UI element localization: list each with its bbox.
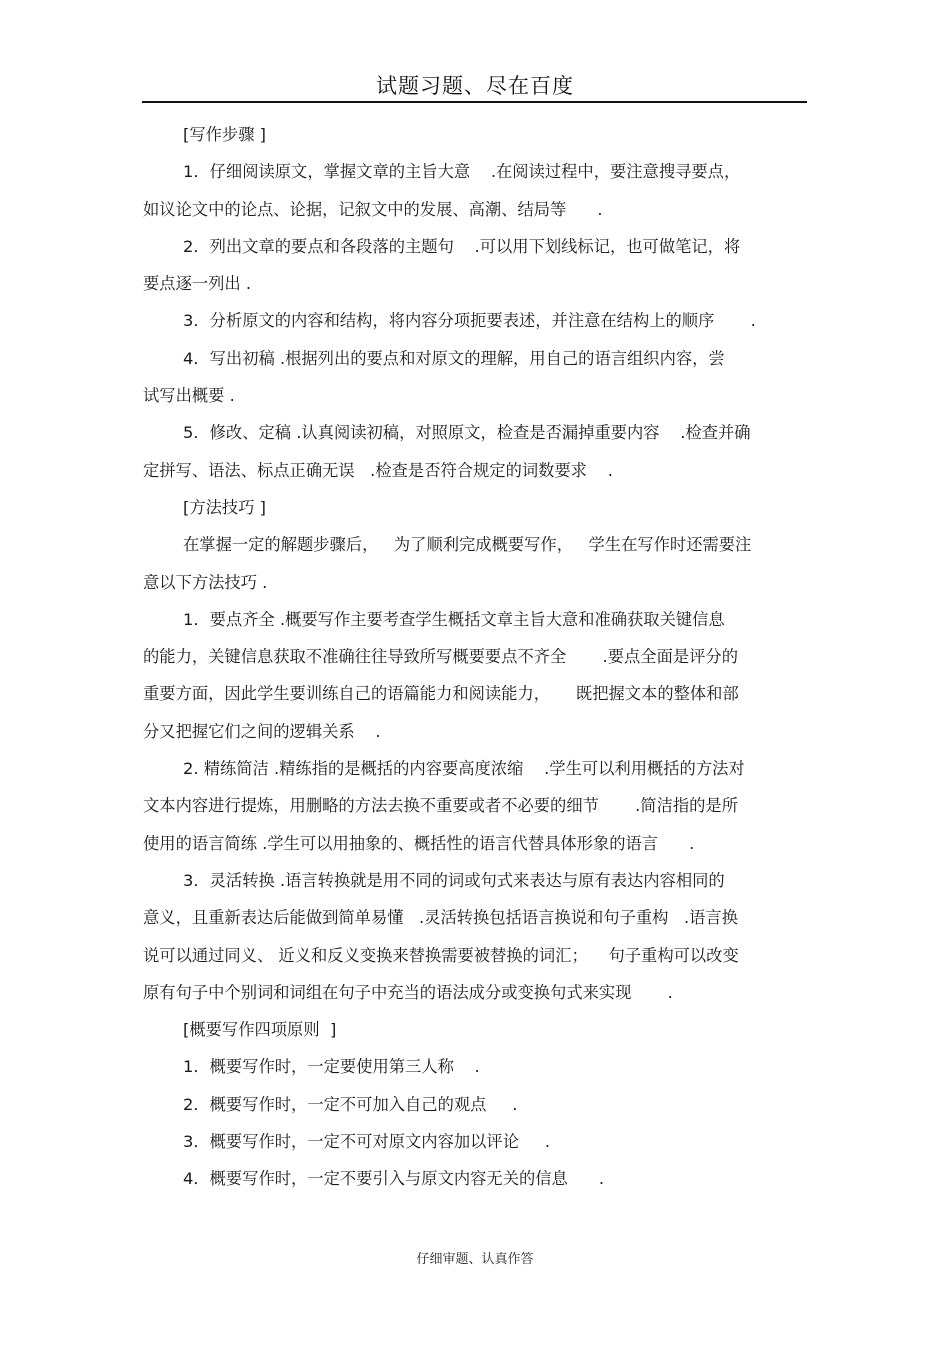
text-line: [概要写作四项原则 ] [183, 1020, 337, 1040]
text-line: 2．列出文章的要点和各段落的主题句 .可以用下划线标记，也可做笔记，将 [183, 236, 741, 256]
text-line: 的能力，关键信息获取不准确往往导致所写概要要点不齐全 .要点全面是评分的 [143, 647, 738, 667]
text-line: 4．概要写作时，一定不要引入与原文内容无关的信息 . [183, 1169, 605, 1189]
text-line: 如议论文中的论点、论据，记叙文中的发展、高潮、结局等 . [143, 199, 603, 219]
text-line: 意以下方法技巧 . [143, 572, 268, 592]
text-line: 在掌握一定的解题步骤后， 为了顺利完成概要写作， 学生在写作时还需要注 [183, 535, 752, 555]
text-line: 要点逐一列出 . [143, 274, 252, 294]
page-footer: 仔细审题、认真作答 [416, 1252, 534, 1267]
text-line: 1．仔细阅读原文，掌握文章的主旨大意 .在阅读过程中，要注意搜寻要点， [183, 162, 741, 182]
text-line: [写作步骤 ] [183, 125, 267, 144]
text-line: 原有句子中个别词和词组在句子中充当的语法成分或变换句式来实现 . [143, 982, 673, 1002]
text-line: 分又把握它们之间的逻辑关系 . [143, 721, 381, 741]
text-line: 试写出概要 . [143, 386, 235, 406]
text-line: 2. 精练简洁 .精练指的是概括的内容要高度浓缩 .学生可以利用概括的方法对 [183, 759, 745, 779]
document-body [143, 116, 807, 1198]
text-line: 文本内容进行提炼，用删略的方法去换不重要或者不必要的细节 .简洁指的是所 [143, 796, 738, 816]
header-divider [142, 101, 807, 103]
text-line: 使用的语言简练 .学生可以用抽象的、概括性的语言代替具体形象的语言 . [143, 833, 695, 853]
text-line: 5．修改、定稿 .认真阅读初稿，对照原文，检查是否漏掉重要内容 .检查并确 [183, 423, 751, 443]
page-header-title: 试题习题、尽在百度 [376, 74, 574, 98]
text-line: 重要方面，因此学生要训练自己的语篇能力和阅读能力， 既把握文本的整体和部 [143, 684, 739, 704]
text-line: 1．要点齐全 .概要写作主要考查学生概括文章主旨大意和准确获取关键信息 [183, 609, 725, 629]
text-line: 3．灵活转换 .语言转换就是用不同的词或句式来表达与原有表达内容相同的 [183, 870, 725, 890]
text-line: 2．概要写作时，一定不可加入自己的观点 . [183, 1094, 518, 1114]
text-line: 1．概要写作时，一定要使用第三人称 . [183, 1057, 480, 1077]
text-line: 说可以通过同义、 近义和反义变换来替换需要被替换的词汇； 句子重构可以改变 [143, 945, 739, 965]
text-line: 定拼写、语法、标点正确无误 .检查是否符合规定的词数要求 . [143, 460, 613, 480]
text-line: 意义，且重新表达后能做到简单易懂 .灵活转换包括语言换说和句子重构 .语言换 [143, 908, 738, 928]
text-line: 3．分析原文的内容和结构，将内容分项扼要表述，并注意在结构上的顺序 . [183, 311, 756, 331]
text-line: [方法技巧 ] [183, 497, 267, 517]
text-line: 3．概要写作时，一定不可对原文内容加以评论 . [183, 1132, 551, 1152]
text-line: 4．写出初稿 .根据列出的要点和对原文的理解，用自己的语言组织内容，尝 [183, 348, 725, 368]
